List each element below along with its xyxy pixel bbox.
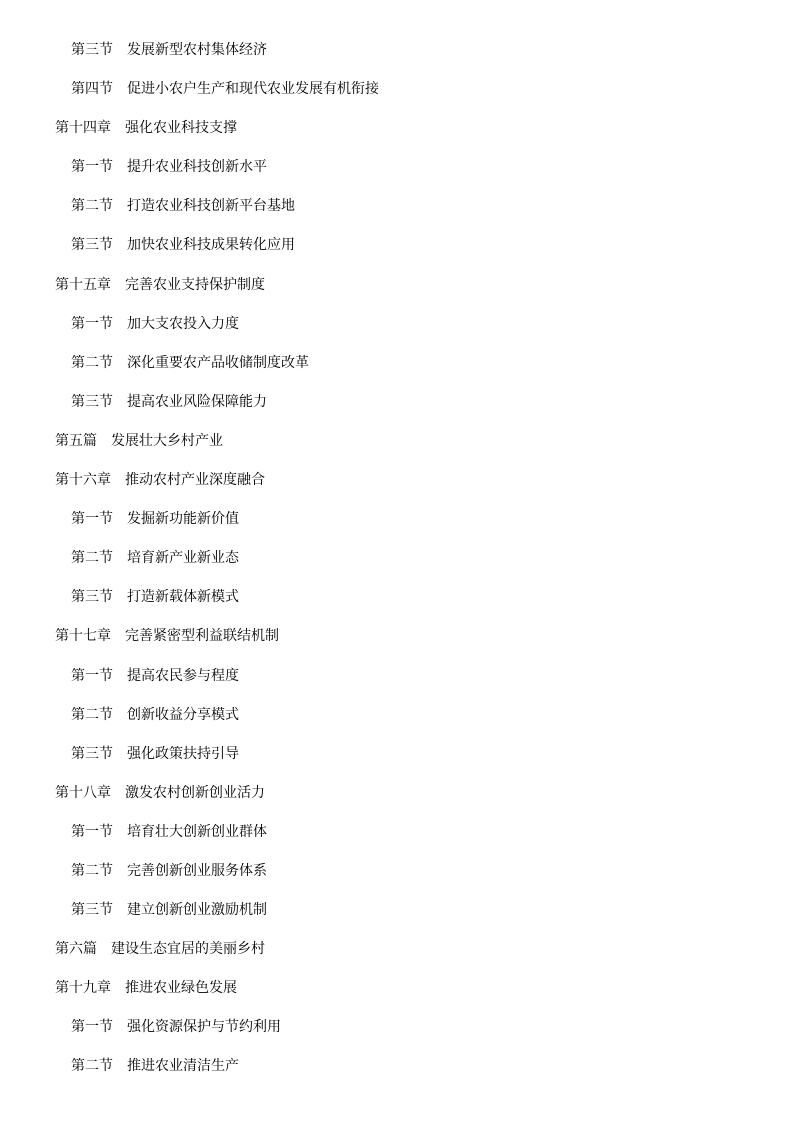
toc-entry-number: 第二节 [71,862,113,879]
toc-entry-number: 第一节 [71,159,113,176]
toc-entry-title: 发展新型农村集体经济 [127,42,267,58]
toc-section-entry[interactable] [0,157,793,196]
toc-chapter-entry[interactable] [0,626,793,665]
toc-entry-number: 第二节 [71,1058,113,1075]
toc-entry-number: 第三节 [71,393,113,410]
toc-entry-number: 第一节 [71,823,113,840]
toc-section-entry[interactable] [0,392,793,431]
toc-entry-title: 加快农业科技成果转化应用 [127,237,295,254]
toc-entry-title: 提高农民参与程度 [127,667,239,684]
toc-entry-number: 第十九章 [55,980,111,997]
toc-entry-number: 第二节 [71,550,113,567]
toc-entry-number: 第二节 [71,706,113,723]
table-of-contents [0,40,793,1096]
toc-entry-title: 提高农业风险保障能力 [127,393,267,410]
toc-entry-title: 发掘新功能新价值 [127,511,239,528]
toc-chapter-entry[interactable] [0,978,793,1017]
toc-section-entry[interactable] [0,79,793,118]
toc-entry-number: 第三节 [71,745,113,762]
toc-section-entry[interactable] [0,1056,793,1095]
toc-section-entry[interactable] [0,353,793,392]
toc-entry-number: 第一节 [71,1019,113,1036]
toc-entry-number: 第二节 [71,354,113,371]
toc-entry-title: 强化政策扶持引导 [127,745,239,762]
toc-section-entry[interactable] [0,587,793,626]
toc-entry-number: 第一节 [71,667,113,684]
toc-chapter-entry[interactable] [0,939,793,978]
toc-entry-title: 完善紧密型利益联结机制 [125,628,279,645]
toc-chapter-entry[interactable] [0,118,793,157]
toc-section-entry[interactable] [0,1017,793,1056]
toc-entry-title: 培育壮大创新创业群体 [127,823,267,840]
toc-section-entry[interactable] [0,822,793,861]
toc-entry-title: 强化农业科技支撑 [125,120,237,137]
toc-entry-number: 第四节 [71,81,113,98]
toc-entry-number: 第十八章 [55,784,111,801]
toc-section-entry[interactable] [0,548,793,587]
toc-entry-title: 培育新产业新业态 [127,550,239,567]
toc-section-entry[interactable] [0,666,793,705]
toc-entry-title: 打造农业科技创新平台基地 [127,198,295,215]
toc-entry-number: 第十五章 [55,276,111,293]
toc-entry-title: 建立创新创业激励机制 [127,902,267,919]
toc-entry-title: 加大支农投入力度 [127,315,239,332]
toc-chapter-entry[interactable] [0,783,793,822]
toc-section-entry[interactable] [0,705,793,744]
toc-entry-number: 第三节 [71,42,113,58]
toc-entry-title: 完善创新创业服务体系 [127,862,267,879]
toc-entry-title: 完善农业支持保护制度 [125,276,265,293]
toc-entry-number: 第三节 [71,589,113,606]
toc-entry-title: 提升农业科技创新水平 [127,159,267,176]
toc-entry-number: 第六篇 [55,941,97,958]
toc-entry-title: 创新收益分享模式 [127,706,239,723]
toc-entry-title: 推进农业绿色发展 [125,980,237,997]
toc-entry-number: 第十六章 [55,472,111,489]
toc-section-entry[interactable] [0,509,793,548]
toc-section-entry[interactable] [0,40,793,79]
toc-entry-number: 第一节 [71,315,113,332]
toc-entry-title: 推动农村产业深度融合 [125,472,265,489]
toc-entry-title: 激发农村创新创业活力 [125,784,265,801]
toc-entry-number: 第五篇 [55,432,97,449]
toc-entry-number: 第一节 [71,511,113,528]
toc-chapter-entry[interactable] [0,470,793,509]
toc-entry-title: 深化重要农产品收储制度改革 [127,354,309,371]
toc-entry-title: 推进农业清洁生产 [127,1058,239,1075]
toc-section-entry[interactable] [0,314,793,353]
toc-entry-number: 第三节 [71,237,113,254]
toc-chapter-entry[interactable] [0,275,793,314]
toc-section-entry[interactable] [0,900,793,939]
toc-entry-number: 第二节 [71,198,113,215]
toc-entry-number: 第三节 [71,902,113,919]
toc-chapter-entry[interactable] [0,431,793,470]
toc-entry-title: 促进小农户生产和现代农业发展有机衔接 [127,81,379,98]
toc-entry-title: 建设生态宜居的美丽乡村 [111,941,265,958]
toc-section-entry[interactable] [0,744,793,783]
toc-entry-number: 第十七章 [55,628,111,645]
toc-entry-title: 发展壮大乡村产业 [111,432,223,449]
toc-section-entry[interactable] [0,235,793,274]
toc-entry-number: 第十四章 [55,120,111,137]
toc-entry-title: 打造新载体新模式 [127,589,239,606]
toc-entry-title: 强化资源保护与节约利用 [127,1019,281,1036]
toc-section-entry[interactable] [0,196,793,235]
toc-section-entry[interactable] [0,861,793,900]
